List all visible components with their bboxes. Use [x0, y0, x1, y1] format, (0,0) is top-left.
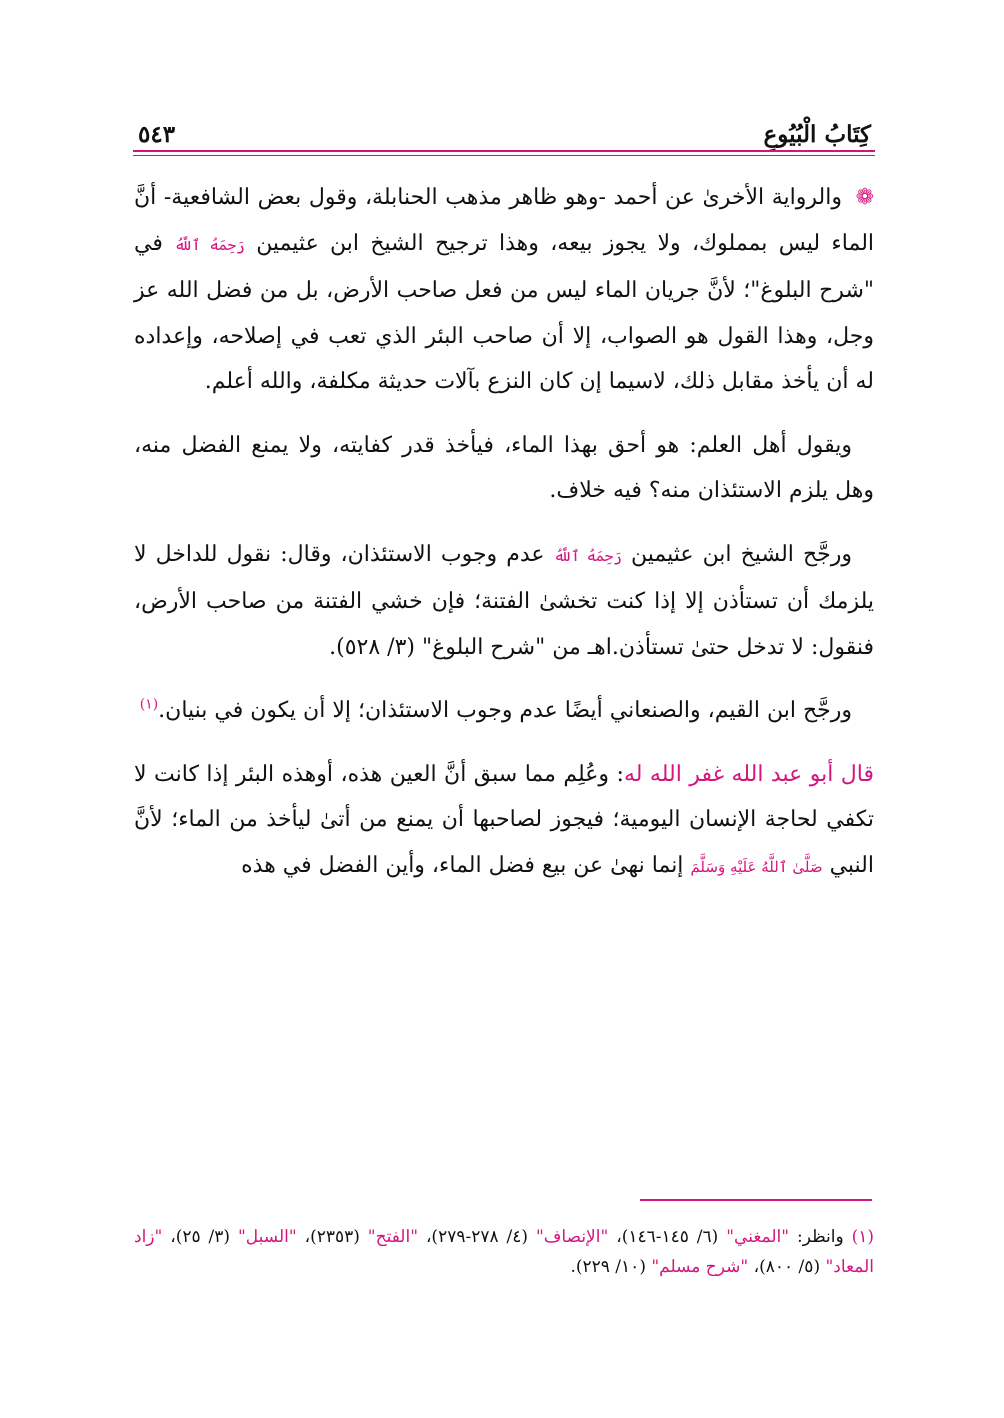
footnote-text: وانظر: [797, 1227, 844, 1247]
flower-icon: ❁ [855, 185, 874, 210]
footnote-number: (١) [851, 1227, 875, 1247]
footnotes [134, 1222, 874, 1282]
honorific: صَلَّىٰ ٱللَّهُ عَلَيْهِ وَسَلَّمَ [690, 857, 823, 876]
footnote-ref: (٥/ ٨٠٠)، [753, 1257, 821, 1277]
author-attribution: قال أبو عبد الله غفر الله له [623, 761, 874, 787]
footnote-reference[interactable]: (١) [139, 696, 159, 713]
page-header [138, 112, 871, 148]
paragraph-1 [134, 175, 874, 405]
paragraph-3 [134, 532, 874, 671]
footnote-source: "المغني" [726, 1227, 790, 1247]
paragraph-5-text-a: : وعُلِم مما سبق أنَّ العين هذه، أوهذه البئر إذا كانت لا تكفي لحاجة الإنسان اليومية؛ فيجوز لصاحبها أن يمنع من أتىٰ ليأخذ من الماء؛ لأنَّ النبي [134, 761, 874, 878]
paragraph-2: ويقول أهل العلم: هو أحق بهذا الماء، فيأخذ قدر كفايته، ولا يمنع الفضل منه، وهل يلزم الاستئذان منه؟ فيه خلاف. [134, 432, 874, 503]
paragraph-3-text-a: ورجَّح الشيخ ابن عثيمين [631, 541, 852, 567]
honorific: رَحِمَهُ ٱللَّهُ [174, 235, 245, 254]
footnote-ref: (٤/ ٢٧٨-٢٧٩)، [425, 1227, 529, 1247]
footnote-source: "زاد المعاد" [134, 1227, 874, 1277]
main-text [134, 175, 874, 908]
footnote-ref: (٣/ ٢٥)، [170, 1227, 231, 1247]
paragraph-1-text-b: في "شرح البلوغ"؛ لأنَّ جريان الماء ليس من فعل صاحب الأرض، بل من فضل الله عز وجل، وهذا القول هو الصواب، إلا أن صاحب البئر الذي تعب في إصلاحه، وإعداده له أن يأخذ مقابل ذلك، لاسيما إن كان النزع بآلات حديثة مكلفة، والله أعلم. [134, 230, 874, 394]
footnote-ref: (٢٣٥٣)، [304, 1227, 360, 1247]
paragraph-3-text-b: عدم وجوب الاستئذان، وقال: نقول للداخل لا يلزمك أن تستأذن إلا إذا كنت تخشىٰ الفتنة؛ فإن خشي الفتنة من صاحب الأرض، فنقول: لا تدخل حتىٰ تستأذن.اهـ من "شرح البلوغ" (٣/ ٥٢٨). [134, 541, 874, 660]
header-rule-thin [133, 155, 875, 156]
paragraph-1-text-a: والرواية الأخرىٰ عن أحمد -وهو ظاهر مذهب الحنابلة، وقول بعض الشافعية- أنَّ الماء ليس بمملوك، ولا يجوز بيعه، وهذا ترجيح الشيخ ابن عثيمين [134, 185, 875, 256]
page-number: ٥٤٣ [138, 121, 176, 148]
paragraph-4 [134, 688, 874, 734]
paragraph-5 [134, 752, 874, 891]
book-title: كِتَابُ الْبُيُوعِ [763, 121, 871, 148]
footnote-separator [640, 1199, 872, 1201]
honorific: رَحِمَهُ ٱللَّهُ [553, 546, 622, 565]
footnote-source: "الفتح" [367, 1227, 419, 1247]
footnote-source: "الإنصاف" [535, 1227, 609, 1247]
header-rule-thick [133, 150, 875, 152]
footnote-ref: (١٠/ ٢٢٩). [570, 1257, 646, 1277]
footnote-source: "شرح مسلم" [651, 1257, 749, 1277]
footnote-ref: (٦/ ١٤٥-١٤٦)، [616, 1227, 719, 1247]
footnote-source: "السبل" [237, 1227, 297, 1247]
paragraph-5-text-b: إنما نهىٰ عن بيع فضل الماء، وأين الفضل في هذه [241, 852, 684, 878]
paragraph-4-text: ورجَّح ابن القيم، والصنعاني أيضًا عدم وجوب الاستئذان؛ إلا أن يكون في بنيان. [158, 698, 852, 723]
